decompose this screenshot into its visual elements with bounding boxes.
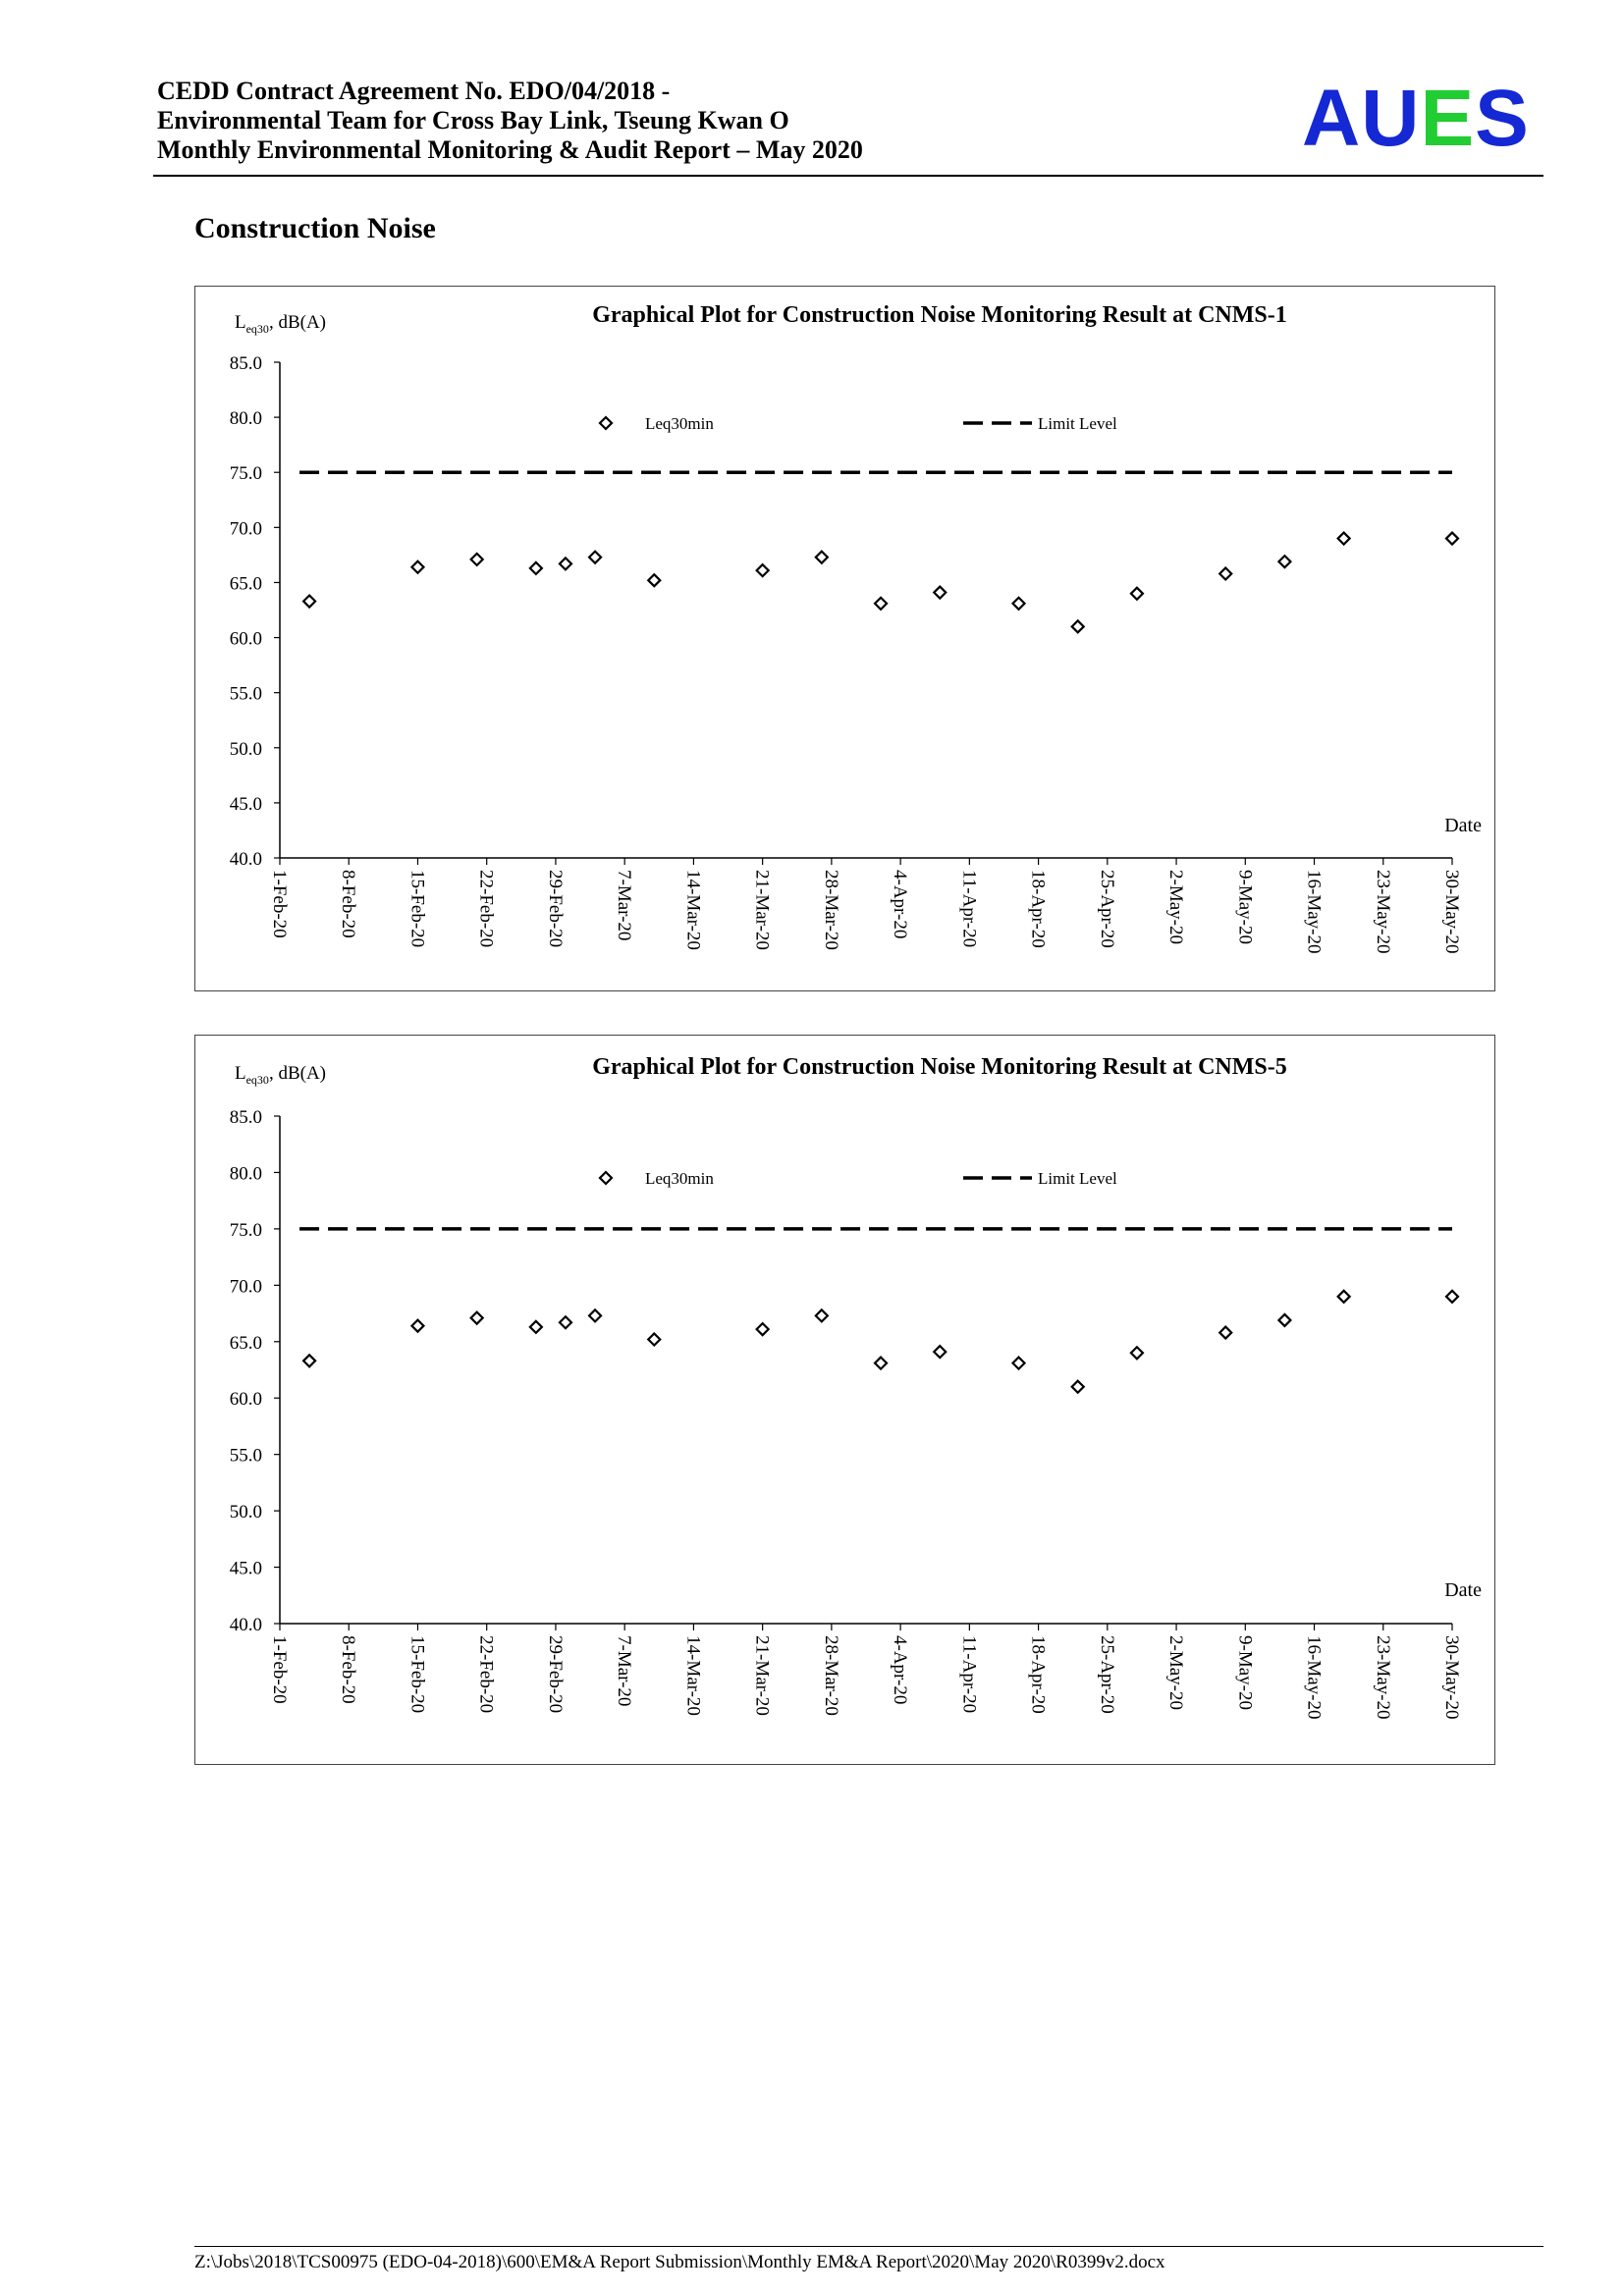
- x-tick-label: 4-Apr-20: [890, 1635, 911, 1705]
- y-tick-label: 65.0: [229, 1332, 262, 1354]
- x-tick-label: 2-May-20: [1165, 870, 1187, 944]
- x-tick-label: 11-Apr-20: [958, 1635, 980, 1714]
- y-tick-label: 40.0: [229, 1615, 262, 1635]
- x-tick-label: 29-Feb-20: [544, 1635, 566, 1714]
- data-point: [1013, 1358, 1025, 1369]
- data-point: [1072, 1381, 1084, 1393]
- x-tick-label: 21-Mar-20: [751, 1635, 773, 1716]
- data-point: [1013, 598, 1025, 610]
- x-tick-label: 16-May-20: [1303, 1635, 1325, 1720]
- data-point: [757, 564, 769, 576]
- y-tick-label: 70.0: [229, 1276, 262, 1298]
- x-tick-label: 30-May-20: [1441, 870, 1462, 954]
- y-tick-label: 85.0: [229, 353, 262, 374]
- y-tick-label: 50.0: [229, 738, 262, 760]
- data-point: [303, 596, 315, 608]
- x-tick-label: 29-Feb-20: [544, 870, 566, 948]
- data-point: [648, 1333, 660, 1345]
- data-point: [1072, 620, 1084, 632]
- x-tick-label: 22-Feb-20: [475, 870, 497, 948]
- x-tick-label: 14-Mar-20: [682, 1635, 704, 1716]
- y-tick-label: 65.0: [229, 573, 262, 595]
- legend-marker-diamond: [600, 1172, 612, 1184]
- data-point: [875, 1358, 887, 1369]
- footer-path: Z:\Jobs\2018\TCS00975 (EDO-04-2018)\600\EM&A Report Submission\Monthly EM&A Report\2020\May 2020\R0399v2.docx: [194, 2252, 1165, 2272]
- x-tick-label: 16-May-20: [1303, 870, 1325, 954]
- y-axis-label: $L_{eq30}$, dB(A): [235, 312, 326, 336]
- legend-marker-diamond: [600, 417, 612, 429]
- chart-title: Graphical Plot for Construction Noise Monitoring Result at CNMS-1: [592, 302, 1287, 328]
- data-point: [757, 1323, 769, 1335]
- x-tick-label: 18-Apr-20: [1027, 870, 1049, 948]
- data-point: [471, 554, 483, 565]
- data-point: [589, 552, 601, 563]
- logo-text-au: AU: [1302, 74, 1421, 163]
- data-point: [1131, 1347, 1143, 1359]
- header-line-1: CEDD Contract Agreement No. EDO/04/2018 -: [157, 77, 671, 105]
- x-tick-label: 11-Apr-20: [958, 870, 980, 948]
- y-tick-label: 60.0: [229, 1389, 262, 1411]
- x-tick-label: 7-Mar-20: [614, 870, 635, 941]
- data-point: [530, 562, 542, 574]
- data-point: [560, 558, 571, 569]
- x-tick-label: 28-Mar-20: [820, 870, 841, 950]
- footer-rule: [194, 2246, 1543, 2247]
- y-tick-label: 55.0: [229, 683, 262, 705]
- legend-label-leq30min: Leq30min: [645, 414, 714, 433]
- data-point: [411, 1320, 423, 1332]
- data-point: [560, 1316, 571, 1328]
- data-point: [1219, 567, 1231, 579]
- x-tick-label: 2-May-20: [1165, 1635, 1187, 1710]
- chart-cnms-1: [194, 286, 1495, 991]
- data-point: [1131, 588, 1143, 600]
- header-line-2: Environmental Team for Cross Bay Link, Tseung Kwan O: [157, 106, 789, 134]
- y-tick-label: 50.0: [229, 1502, 262, 1523]
- logo-text-s: S: [1475, 74, 1530, 163]
- x-tick-label: 25-Apr-20: [1096, 1635, 1117, 1714]
- y-tick-label: 85.0: [229, 1107, 262, 1128]
- data-point: [934, 587, 946, 599]
- data-point: [1446, 1291, 1458, 1303]
- data-point: [1278, 556, 1290, 567]
- x-axis-label: Date: [1444, 815, 1482, 836]
- chart-svg-cnms-5: [195, 1036, 1494, 1764]
- x-tick-label: 25-Apr-20: [1096, 870, 1117, 948]
- data-point: [648, 574, 660, 586]
- y-tick-label: 40.0: [229, 849, 262, 870]
- data-point: [1338, 533, 1350, 545]
- data-point: [875, 598, 887, 610]
- logo-text-e: E: [1420, 74, 1476, 163]
- header-rule: [153, 175, 1543, 177]
- x-tick-label: 8-Feb-20: [338, 870, 359, 938]
- y-axis-label: $L_{eq30}$, dB(A): [235, 1063, 326, 1087]
- y-tick-label: 60.0: [229, 628, 262, 650]
- y-tick-label: 80.0: [229, 408, 262, 430]
- data-point: [411, 561, 423, 573]
- chart-cnms-5: [194, 1035, 1495, 1765]
- y-tick-label: 70.0: [229, 518, 262, 540]
- data-point: [530, 1321, 542, 1333]
- legend-label-limit-level: Limit Level: [1038, 414, 1117, 433]
- x-tick-label: 15-Feb-20: [406, 870, 428, 948]
- data-point: [934, 1346, 946, 1358]
- y-tick-label: 45.0: [229, 793, 262, 815]
- x-tick-label: 21-Mar-20: [751, 870, 773, 950]
- data-point: [589, 1309, 601, 1321]
- x-tick-label: 23-May-20: [1372, 1635, 1393, 1720]
- data-point: [1338, 1291, 1350, 1303]
- x-tick-label: 30-May-20: [1441, 1635, 1462, 1720]
- legend-label-leq30min: Leq30min: [645, 1169, 714, 1188]
- x-tick-label: 8-Feb-20: [338, 1635, 359, 1704]
- aues-logo: [1302, 74, 1530, 163]
- x-axis-label: Date: [1444, 1579, 1482, 1601]
- y-tick-label: 75.0: [229, 463, 262, 485]
- chart-title: Graphical Plot for Construction Noise Monitoring Result at CNMS-5: [592, 1054, 1287, 1080]
- x-tick-label: 1-Feb-20: [269, 1635, 290, 1704]
- chart-svg-cnms-1: [195, 287, 1494, 990]
- y-tick-label: 75.0: [229, 1219, 262, 1241]
- x-tick-label: 14-Mar-20: [682, 870, 704, 950]
- x-tick-label: 22-Feb-20: [475, 1635, 497, 1714]
- x-tick-label: 1-Feb-20: [269, 870, 290, 938]
- data-point: [816, 552, 828, 563]
- header-line-3: Monthly Environmental Monitoring & Audit Report – May 2020: [157, 135, 863, 164]
- data-point: [1278, 1314, 1290, 1326]
- section-title: Construction Noise: [194, 212, 436, 244]
- x-tick-label: 9-May-20: [1234, 1635, 1256, 1710]
- y-tick-label: 55.0: [229, 1445, 262, 1467]
- x-tick-label: 28-Mar-20: [820, 1635, 841, 1716]
- y-tick-label: 80.0: [229, 1163, 262, 1185]
- x-tick-label: 18-Apr-20: [1027, 1635, 1049, 1714]
- data-point: [1219, 1327, 1231, 1339]
- data-point: [303, 1355, 315, 1366]
- data-point: [471, 1312, 483, 1324]
- data-point: [816, 1309, 828, 1321]
- x-tick-label: 23-May-20: [1372, 870, 1393, 954]
- x-tick-label: 15-Feb-20: [406, 1635, 428, 1714]
- legend-label-limit-level: Limit Level: [1038, 1169, 1117, 1188]
- x-tick-label: 7-Mar-20: [614, 1635, 635, 1707]
- x-tick-label: 4-Apr-20: [890, 870, 911, 939]
- y-tick-label: 45.0: [229, 1558, 262, 1579]
- x-tick-label: 9-May-20: [1234, 870, 1256, 944]
- data-point: [1446, 533, 1458, 545]
